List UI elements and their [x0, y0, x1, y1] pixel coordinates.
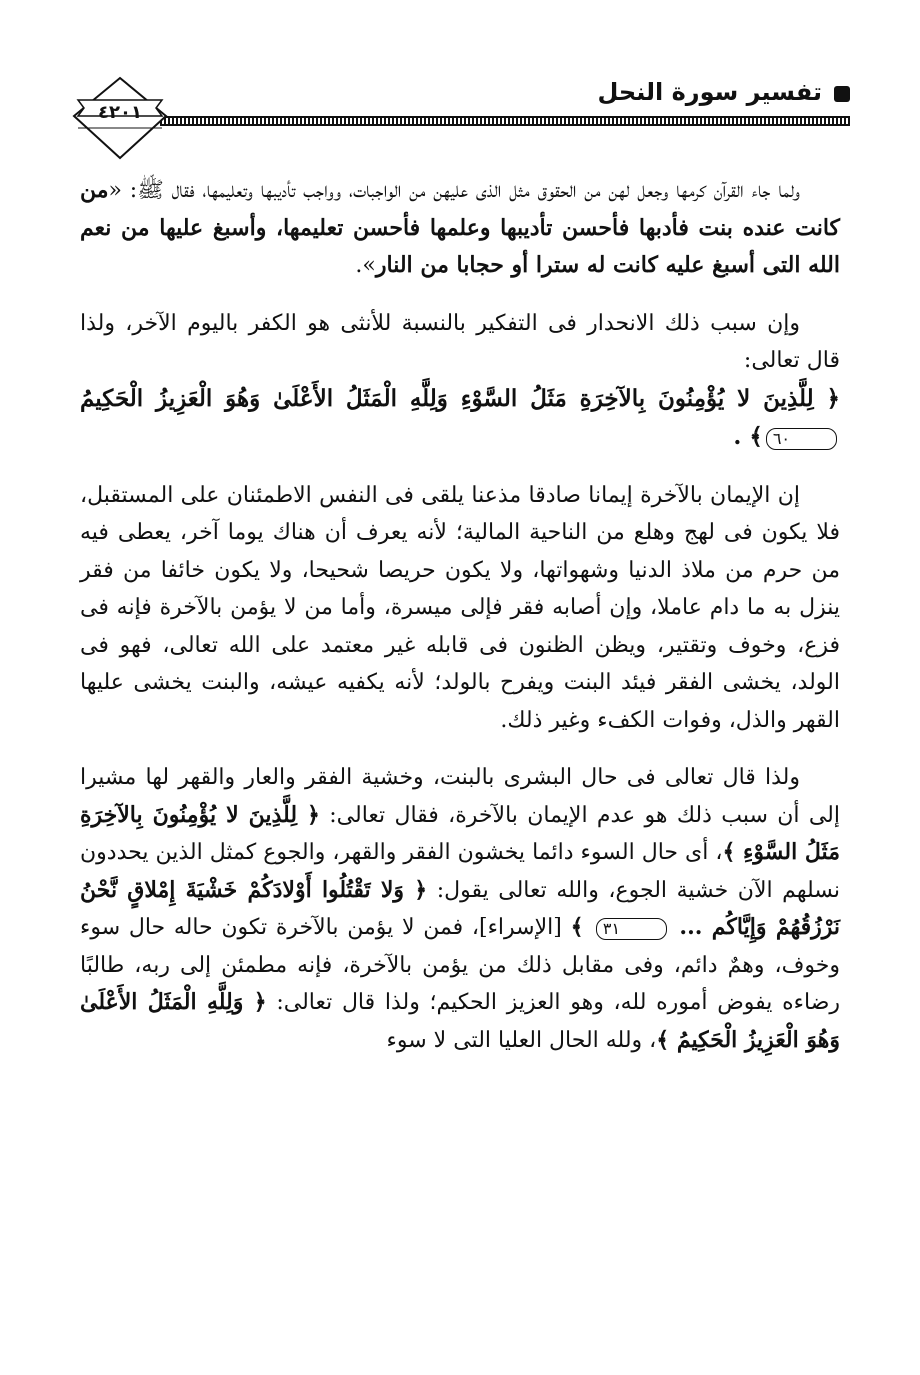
running-title-text: تفسير سورة النحل	[597, 78, 822, 106]
text-span: وإن سبب ذلك الانحدار فى التفكير بالنسبة للأنثى هو الكفر باليوم الآخر، ولذا قال تعالى:	[80, 310, 840, 373]
bullet-mark-icon	[834, 86, 850, 102]
page-number-badge	[70, 76, 170, 160]
quran-verse: ﴿ لِلَّذِينَ لا يُؤْمِنُونَ بِالآخِرَةِ مَثَلُ السَّوْءِ وَلِلَّهِ الْمَثَلُ الأَعْلَىٰ وَهُوَ الْعَزِيزُ الْحَكِيمُ	[80, 384, 840, 412]
quran-verse: ﴿ وَلِلَّهِ الْمَثَلُ الأَعْلَىٰ وَهُوَ الْعَزِيزُ الْحَكِيمُ ﴾	[80, 989, 840, 1053]
text-span: ».	[355, 253, 376, 278]
page-header	[70, 78, 850, 168]
text-span: ولما جاء القرآن كرمها وجعل لهن من الحقوق مثل الذى عليهن من الواجبات، وواجب تأديبها وتعليمها، فقال ﷺ: «	[108, 178, 800, 203]
text-span: ، ولله الحال العليا التى لا سوء	[386, 1027, 657, 1053]
paragraph: إن الإيمان بالآخرة إيمانا صادقا مذعنا يلقى فى النفس الاطمئنان على المستقبل، فلا يكون فى لهج وهلع من الناحية المالية؛ لأنه يعرف أن هناك يوما آخر، يعطى فيه من حرم من ملاذ الدنيا وشهواتها، ولا يكون حريصا شحيحا، ولا يكون خائفا من فقر ينزل به ما دام عاملا، وإن أصابه فقر فإلى ميسرة، وأما من لا يؤمن بالآخرة فإنه فى فزع، وخوف وتقتير، ويظن الظنون فى قابله غير معتمد على الله تعالى، فهو فى الولد، يخشى الفقر فيئد البنت ويفرح بالولد؛ لأنه يكفيه عيشه، والبنت يخشى عليها القهر والذل، وفوات الكفء وغير ذلك.	[80, 482, 840, 733]
verse-end: ﴾ .	[733, 423, 763, 450]
ayah-number: ٣١	[596, 918, 667, 940]
header-rule	[160, 116, 850, 126]
hadith-quote: من كانت عنده بنت فأدبها فأحسن تأديبها وعلمها فأحسن تعليمها، وأسبغ عليها من نعم الله التى أسبغ عليه كانت له سترا أو حجابا من النار	[80, 177, 840, 278]
quran-verse: ﴿ وَلا تَقْتُلُوا أَوْلادَكُمْ خَشْيَةَ إِمْلاقٍ نَّحْنُ نَرْزُقُهُمْ وَإِيَّاكُم ...	[80, 876, 840, 940]
text-span: ، أى حال السوء دائما يخشون الفقر والقهر، والجوع كمثل الذين يحددون نسلهم الآن خشية الجوع، والله تعالى يقول:	[80, 840, 840, 903]
text-span: [الإسراء]، فمن لا يؤمن بالآخرة تكون حاله حال سوء وخوف، وهمٌ دائم، وفى مقابل ذلك من يؤمن بالآخرة، فإنه مطمئن إلى ربه، طالبًا رضاءه يفوض أموره لله، وهو العزيز الحكيم؛ ولذا قال تعالى:	[80, 915, 841, 1015]
paragraph	[80, 759, 840, 1059]
paragraph	[80, 172, 840, 285]
page-body	[80, 172, 840, 1079]
paragraph	[80, 305, 840, 457]
verse-end: ﴾	[570, 914, 593, 940]
page-number: ٤٢٠١	[98, 102, 142, 123]
running-title	[597, 78, 850, 106]
ayah-number: ٦٠	[766, 428, 837, 450]
text-span: ولذا قال تعالى فى حال البشرى بالبنت، وخشية الفقر والعار والقهر لها مشيرا إلى أن سبب ذلك هو عدم الإيمان بالآخرة، فقال تعالى:	[80, 765, 840, 828]
quran-verse: ﴿ لِلَّذِينَ لا يُؤْمِنُونَ بِالآخِرَةِ مَثَلُ السَّوْءِ ﴾	[80, 801, 840, 865]
